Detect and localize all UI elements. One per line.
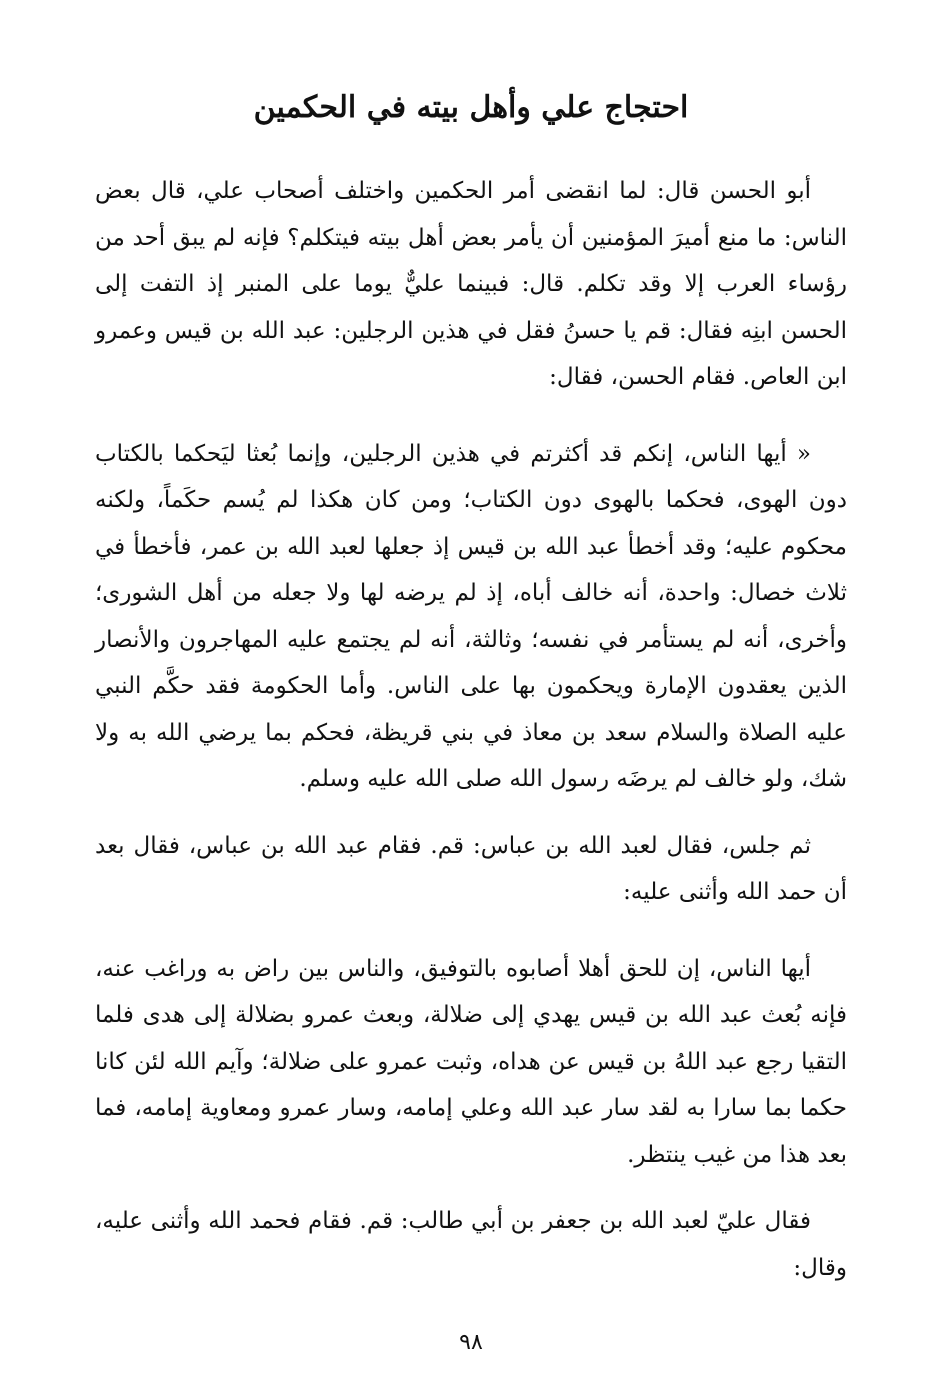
paragraph-3: ثم جلس، فقال لعبد الله بن عباس: قم. فقام عبد الله بن عباس، فقال بعد أن حمد الله وأثنى عليه:: [95, 832, 847, 905]
document-page: [95, 78, 847, 1355]
paragraph-1: أبو الحسن قال: لما انقضى أمر الحكمين واختلف أصحاب علي، قال بعض الناس: ما منع أميرَ المؤمنين أن يأمر بعض أهل بيته فيتكلم؟ فإنه لم يبق أحد من رؤساء العرب إلا وقد تكلم. قال: فبينما عليٌّ يوما على المنبر إذ التفت إلى الحسن ابنِه فقال: قم يا حسنُ فقل في هذين الرجلين: عبد الله بن قيس وعمرو ابن العاص. فقام الحسن، فقال:: [95, 178, 847, 390]
paragraph-4: أيها الناس، إن للحق أهلا أصابوه بالتوفيق، والناس بين راض به وراغب عنه، فإنه بُعث عبد الله بن قيس يهدي إلى ضلالة، وبعث عمرو بضلالة إلى هدى فلما التقيا رجع عبد اللهُ بن قيس عن هداه، وثبت عمرو على ضلالة؛ وآيم الله لئن كانا حكما بما سارا به لقد سار عبد الله وعلي إمامه، وسار عمرو ومعاوية إمامه، فما بعد هذا من غيب ينتظر.: [95, 955, 847, 1168]
page-title: احتجاج علي وأهل بيته في الحكمين: [253, 90, 689, 125]
paragraph-2: « أيها الناس، إنكم قد أكثرتم في هذين الرجلين، وإنما بُعثا ليَحكما بالكتاب دون الهوى، فحكما بالهوى دون الكتاب؛ ومن كان هكذا لم يُسم حكَماً، ولكنه محكوم عليه؛ وقد أخطأ عبد الله بن قيس إذ جعلها لعبد الله بن عمر، فأخطأ في ثلاث خصال: واحدة، أنه خالف أباه، إذ لم يرضه لها ولا جعله من أهل الشورى؛ وأخرى، أنه لم يستأمر في نفسه؛ وثالثة، أنه لم يجتمع عليه المهاجرون والأنصار الذين يعقدون الإمارة ويحكمون بها على الناس. وأما الحكومة فقد حكَّم النبي عليه الصلاة والسلام سعد بن معاذ في بني قريظة، فحكم بما يرضي الله به ولا شك، ولو خالف لم يرضَه رسول الله صلى الله عليه وسلم.: [95, 440, 847, 792]
page-number: ٩٨: [459, 1330, 483, 1355]
paragraph-5: فقال عليّ لعبد الله بن جعفر بن أبي طالب: قم. فقام فحمد الله وأثنى عليه، وقال:: [95, 1208, 847, 1281]
